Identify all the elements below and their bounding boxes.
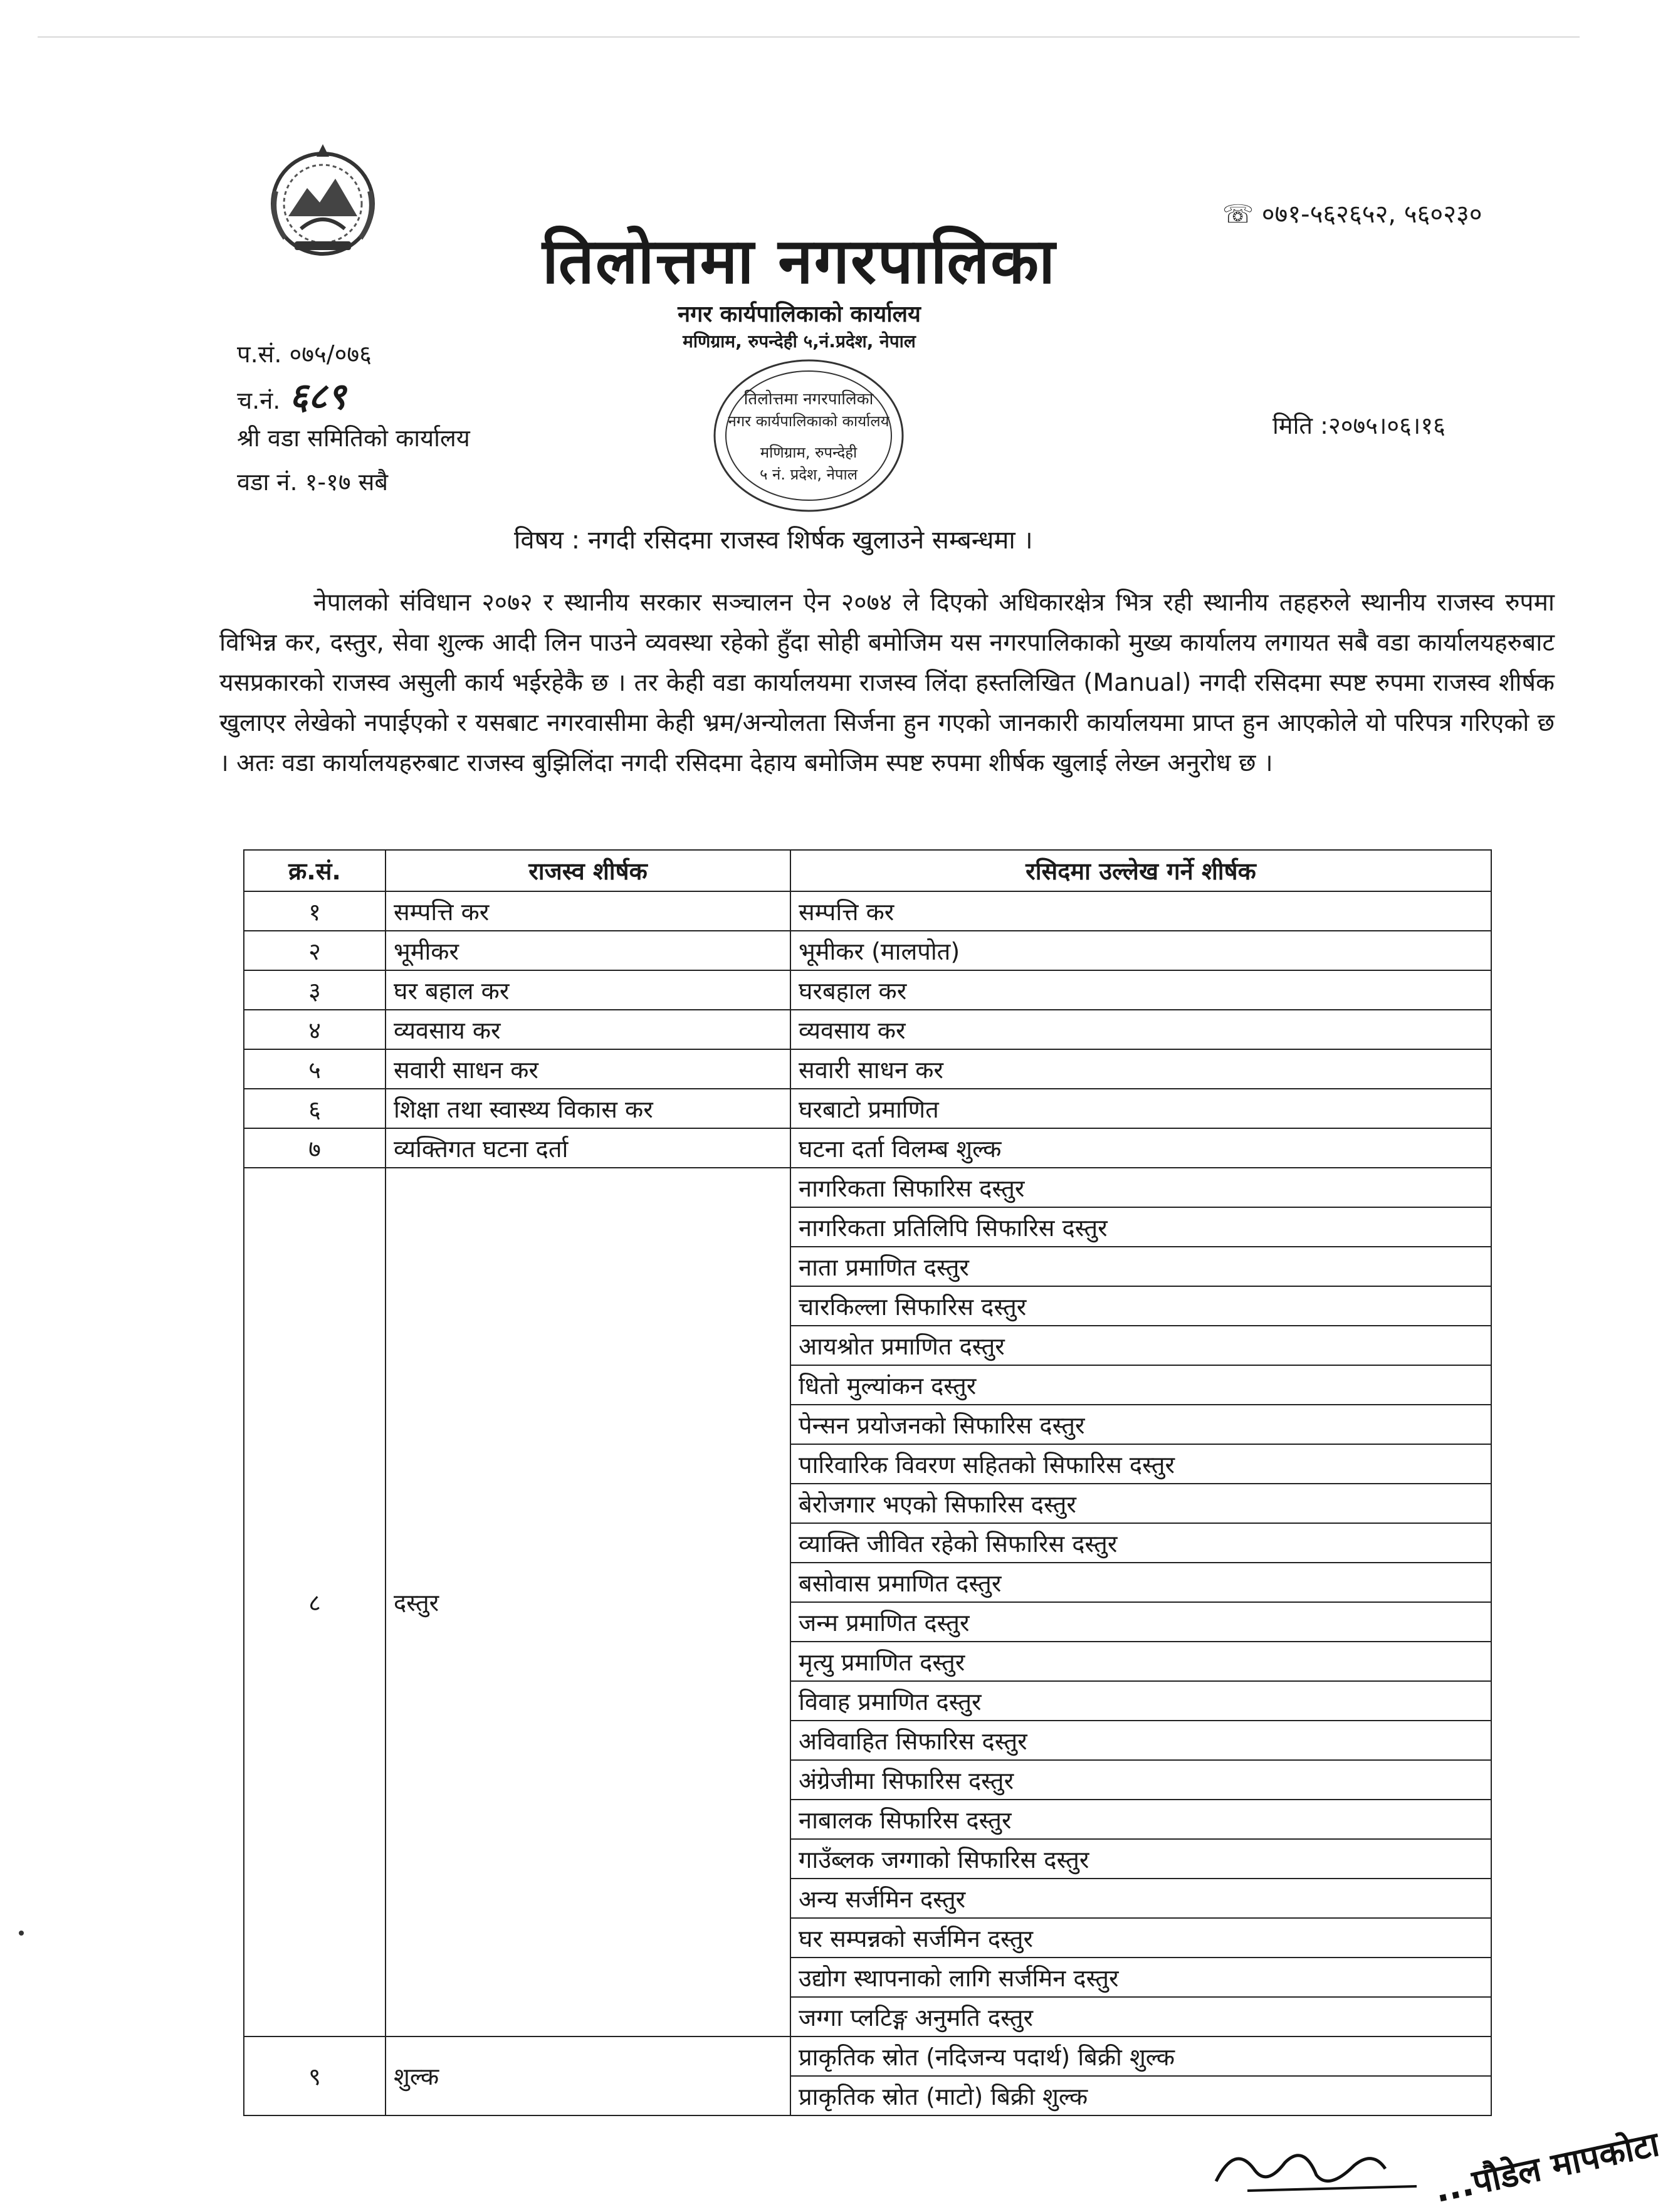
header-revenue-title: राजस्व शीर्षक bbox=[386, 850, 790, 891]
body-text: नेपालको संविधान २०७२ र स्थानीय सरकार सञ्चालन ऐन २०७४ ले दिएको अधिकारक्षेत्र भित्र रही स्थानीय तहहरुले स्थानीय राजस्व रुपमा विभिन्न कर, दस्तुर, सेवा शुल्क आदी लिन पाउने व्यवस्था रहेको हुँदा सोही बमोजिम यस नगरपालिकाको मुख्य कार्यालय लगायत सबै वडा कार्यालयहरुबाट यसप्रकारको राजस्व असुली कार्य भईरहेकै छ । तर केही वडा कार्यालयमा राजस्व लिंदा हस्तलिखित (Manual) नगदी रसिदमा स्पष्ट रुपमा राजस्व शीर्षक खुलाएर लेखेको नपाईएको र यसबाट नगरवासीमा केही भ्रम/अन्योलता सिर्जना हुन गएको जानकारी कार्यालयमा प्राप्त हुन आएकोले यो परिपत्र गरिएको छ । अतः वडा कार्यालयहरुबाट राजस्व बुझिलिंदा नगदी रसिदमा देहाय बमोजिम स्पष्ट रुपमा शीर्षक खुलाई लेख्न अनुरोध छ । bbox=[219, 589, 1555, 777]
seal-line-2: नगर कार्यपालिकाको कार्यालय bbox=[728, 412, 889, 430]
reference-number: प.सं. ०७५/०७६ bbox=[237, 340, 372, 368]
row-revenue-title: दस्तुर bbox=[386, 1168, 790, 2036]
office-address: मणिग्राम, रुपन्देही ५,नं.प्रदेश, नेपाल bbox=[683, 331, 916, 352]
table-row bbox=[244, 1089, 1491, 1128]
seal-line-1: तिलोत्तमा नगरपालिका bbox=[743, 390, 874, 409]
row-receipt-title: सवारी साधन कर bbox=[790, 1049, 1491, 1089]
row-receipt-title: बेरोजगार भएको सिफारिस दस्तुर bbox=[790, 1484, 1491, 1523]
top-rule bbox=[38, 36, 1580, 38]
dispatch-value: ६८९ bbox=[289, 375, 346, 417]
row-serial: २ bbox=[244, 931, 386, 970]
row-receipt-title: नाबालक सिफारिस दस्तुर bbox=[790, 1800, 1491, 1839]
table-row bbox=[244, 931, 1491, 970]
office-name: नगर कार्यपालिकाको कार्यालय bbox=[678, 301, 921, 327]
row-receipt-title: उद्योग स्थापनाको लागि सर्जमिन दस्तुर bbox=[790, 1958, 1491, 1997]
row-serial: ६ bbox=[244, 1089, 386, 1128]
header-serial: क्र.सं. bbox=[244, 850, 386, 891]
row-serial: ५ bbox=[244, 1049, 386, 1089]
row-receipt-title: गाउँब्लक जग्गाको सिफारिस दस्तुर bbox=[790, 1839, 1491, 1879]
row-revenue-title: शिक्षा तथा स्वास्थ्य विकास कर bbox=[386, 1089, 790, 1128]
row-receipt-title: प्राकृतिक स्रोत (नदिजन्य पदार्थ) बिक्री शुल्क bbox=[790, 2036, 1491, 2076]
row-receipt-title: आयश्रोत प्रमाणित दस्तुर bbox=[790, 1326, 1491, 1365]
addressee: श्री वडा समितिको कार्यालय bbox=[237, 424, 470, 452]
revenue-table bbox=[243, 849, 1492, 2116]
dispatch-number bbox=[237, 370, 346, 419]
row-receipt-title: व्याक्ति जीवित रहेको सिफारिस दस्तुर bbox=[790, 1523, 1491, 1563]
row-receipt-title: मृत्यु प्रमाणित दस्तुर bbox=[790, 1642, 1491, 1681]
row-receipt-title: विवाह प्रमाणित दस्तुर bbox=[790, 1681, 1491, 1721]
row-revenue-title: व्यवसाय कर bbox=[386, 1010, 790, 1049]
table-row bbox=[244, 970, 1491, 1010]
dispatch-label: च.नं. bbox=[237, 387, 281, 414]
row-revenue-title: व्यक्तिगत घटना दर्ता bbox=[386, 1128, 790, 1168]
row-revenue-title: सवारी साधन कर bbox=[386, 1049, 790, 1089]
row-receipt-title: पारिवारिक विवरण सहितको सिफारिस दस्तुर bbox=[790, 1444, 1491, 1484]
table-body bbox=[244, 891, 1491, 2115]
row-serial: ८ bbox=[244, 1168, 386, 2036]
row-receipt-title: धितो मुल्यांकन दस्तुर bbox=[790, 1365, 1491, 1405]
row-receipt-title: जग्गा प्लटिङ्ग अनुमति दस्तुर bbox=[790, 1997, 1491, 2036]
signatory-stamp: ...पौडेल मापकोटा bbox=[1430, 2124, 1663, 2211]
row-receipt-title: जन्म प्रमाणित दस्तुर bbox=[790, 1602, 1491, 1642]
table-row bbox=[244, 1010, 1491, 1049]
row-receipt-title: चारकिल्ला सिफारिस दस्तुर bbox=[790, 1286, 1491, 1326]
row-serial: ९ bbox=[244, 2036, 386, 2115]
table-row bbox=[244, 1128, 1491, 1168]
office-seal bbox=[702, 351, 915, 520]
row-receipt-title: प्राकृतिक स्रोत (माटो) बिक्री शुल्क bbox=[790, 2076, 1491, 2115]
row-revenue-title: भूमीकर bbox=[386, 931, 790, 970]
row-receipt-title: नागरिकता सिफारिस दस्तुर bbox=[790, 1168, 1491, 1207]
row-receipt-title: घर सम्पन्नको सर्जमिन दस्तुर bbox=[790, 1918, 1491, 1958]
row-receipt-title: अविवाहित सिफारिस दस्तुर bbox=[790, 1721, 1491, 1760]
table-row bbox=[244, 1049, 1491, 1089]
row-serial: ४ bbox=[244, 1010, 386, 1049]
table-row bbox=[244, 891, 1491, 931]
letter-date: मिति :२०७५।०६।१६ bbox=[1272, 412, 1445, 439]
row-receipt-title: अंग्रेजीमा सिफारिस दस्तुर bbox=[790, 1760, 1491, 1800]
row-receipt-title: बसोवास प्रमाणित दस्तुर bbox=[790, 1563, 1491, 1602]
row-receipt-title: घरबाटो प्रमाणित bbox=[790, 1089, 1491, 1128]
row-receipt-title: भूमीकर (मालपोत) bbox=[790, 931, 1491, 970]
row-serial: ३ bbox=[244, 970, 386, 1010]
row-receipt-title: नाता प्रमाणित दस्तुर bbox=[790, 1247, 1491, 1286]
organization-title: तिलोत्तमा नगरपालिका bbox=[542, 224, 1056, 298]
table-row bbox=[244, 1168, 1491, 1207]
row-revenue-title: शुल्क bbox=[386, 2036, 790, 2115]
row-receipt-title: नागरिकता प्रतिलिपि सिफारिस दस्तुर bbox=[790, 1207, 1491, 1247]
row-serial: १ bbox=[244, 891, 386, 931]
row-revenue-title: सम्पत्ति कर bbox=[386, 891, 790, 931]
body-paragraph bbox=[219, 583, 1555, 784]
row-receipt-title: घटना दर्ता विलम्ब शुल्क bbox=[790, 1128, 1491, 1168]
table-header-row bbox=[244, 850, 1491, 891]
row-receipt-title: अन्य सर्जमिन दस्तुर bbox=[790, 1879, 1491, 1918]
scan-speck bbox=[19, 1931, 24, 1936]
row-receipt-title: व्यवसाय कर bbox=[790, 1010, 1491, 1049]
header-receipt-title: रसिदमा उल्लेख गर्ने शीर्षक bbox=[790, 850, 1491, 891]
row-receipt-title: सम्पत्ति कर bbox=[790, 891, 1491, 931]
ward-numbers: वडा नं. १-१७ सबै bbox=[237, 468, 389, 496]
row-serial: ७ bbox=[244, 1128, 386, 1168]
seal-line-4: ५ नं. प्रदेश, नेपाल bbox=[759, 466, 858, 483]
seal-line-3: मणिग्राम, रुपन्देही bbox=[760, 444, 858, 461]
row-receipt-title: पेन्सन प्रयोजनको सिफारिस दस्तुर bbox=[790, 1405, 1491, 1444]
row-receipt-title: घरबहाल कर bbox=[790, 970, 1491, 1010]
phone-numbers: ☏ ०७१-५६२६५२, ५६०२३० bbox=[1222, 200, 1482, 229]
subject-line: विषय : नगदी रसिदमा राजस्व शिर्षक खुलाउने सम्बन्धमा । bbox=[514, 526, 1033, 555]
table-row bbox=[244, 2036, 1491, 2076]
row-revenue-title: घर बहाल कर bbox=[386, 970, 790, 1010]
